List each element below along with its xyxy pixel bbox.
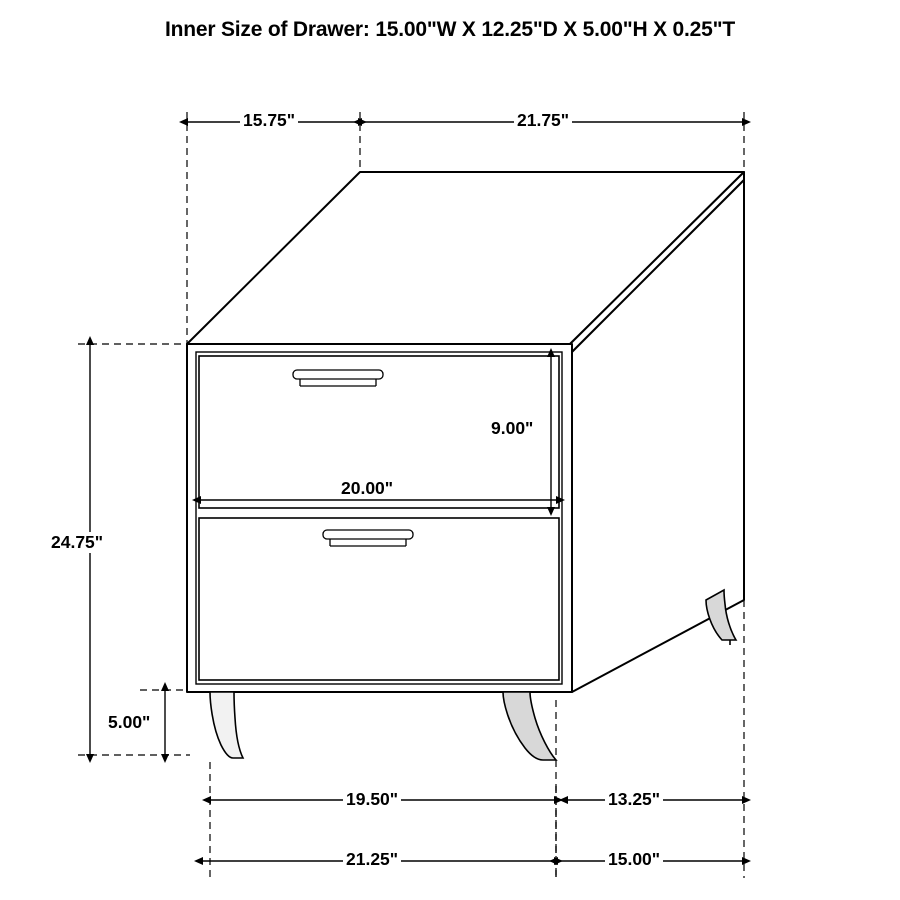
page-title: Inner Size of Drawer: 15.00"W X 12.25"D X 5.00"H X 0.25"T [165, 18, 735, 41]
dim-label-leg-height: 5.00" [105, 712, 153, 733]
leg-front-left [210, 692, 243, 758]
leg-front-right [503, 692, 556, 760]
drawer-lower-front [199, 518, 559, 680]
drawer-lower [199, 518, 559, 680]
dim-label-side-base-depth: 13.25" [605, 789, 663, 810]
dim-label-side-overall-depth: 15.00" [605, 849, 663, 870]
dim-label-drawer-front-width: 20.00" [338, 478, 396, 499]
dim-label-top-left-depth: 15.75" [240, 110, 298, 131]
dim-label-front-base-width: 19.50" [343, 789, 401, 810]
dim-label-front-overall-width: 21.25" [343, 849, 401, 870]
dim-label-overall-height: 24.75" [48, 532, 106, 553]
dim-label-drawer-front-height: 9.00" [488, 418, 536, 439]
dim-label-top-right-width: 21.75" [514, 110, 572, 131]
